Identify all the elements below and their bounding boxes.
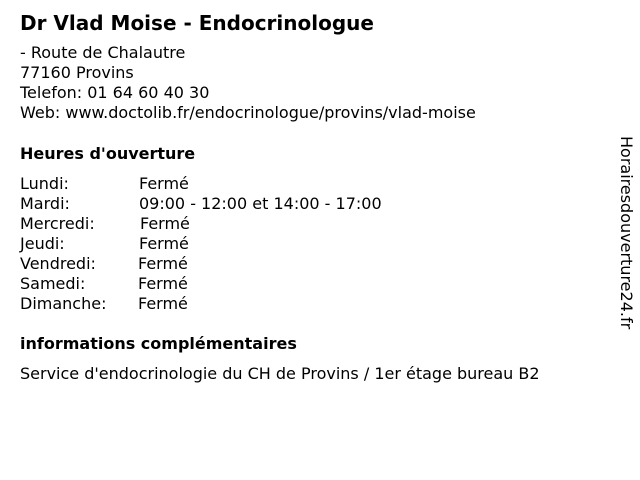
hours-day: Dimanche: xyxy=(20,294,107,313)
address-city: 77160 Provins xyxy=(20,63,134,82)
hours-time: Fermé xyxy=(138,294,188,313)
hours-day: Mardi: xyxy=(20,194,70,213)
hours-time: 09:00 - 12:00 et 14:00 - 17:00 xyxy=(139,194,382,213)
page-title: Dr Vlad Moise - Endocrinologue xyxy=(20,11,374,35)
phone-number: Telefon: 01 64 60 40 30 xyxy=(20,83,210,102)
hours-day: Lundi: xyxy=(20,174,69,193)
hours-time: Fermé xyxy=(139,174,189,193)
address-street: - Route de Chalautre xyxy=(20,43,186,62)
hours-day: Vendredi: xyxy=(20,254,96,273)
hours-day: Samedi: xyxy=(20,274,86,293)
website-link[interactable]: Web: www.doctolib.fr/endocrinologue/provins/vlad-moise xyxy=(20,103,476,122)
hours-time: Fermé xyxy=(140,214,190,233)
hours-time: Fermé xyxy=(138,254,188,273)
hours-day: Jeudi: xyxy=(20,234,65,253)
hours-time: Fermé xyxy=(138,274,188,293)
hours-heading: Heures d'ouverture xyxy=(20,144,196,163)
info-text: Service d'endocrinologie du CH de Provins / 1er étage bureau B2 xyxy=(20,364,540,383)
hours-time: Fermé xyxy=(139,234,189,253)
info-heading: informations complémentaires xyxy=(20,334,297,353)
address-block xyxy=(20,43,476,123)
site-watermark: Horairesdouverture24.fr xyxy=(617,136,636,330)
hours-day: Mercredi: xyxy=(20,214,95,233)
